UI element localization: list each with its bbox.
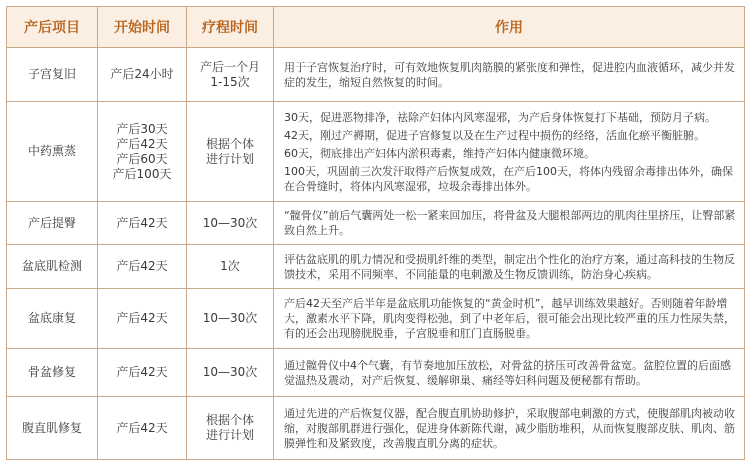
row-start — [98, 48, 187, 102]
start-line: 产后42天 — [116, 311, 168, 325]
row-course — [187, 349, 274, 397]
table-wrapper — [6, 6, 744, 458]
table-row — [7, 245, 745, 289]
course-line: 1-15次 — [210, 74, 250, 89]
effect-text: 产后42天至产后半年是盆底肌功能恢复的“黄金时机”，越早训练效果越好。否则随着年龄增大，激素水平下降，肌肉变得松弛，到了中老年后，很可能会出现比较严重的压力性尿失禁，有的还会出现膀胱脱垂，子宫脱垂和肛门直肠脱垂。 — [284, 297, 735, 340]
course-line: 根据个体 — [205, 413, 254, 427]
row-course — [187, 48, 274, 102]
course-line: 10—30次 — [202, 311, 258, 325]
table-row — [7, 202, 745, 245]
row-start — [98, 349, 187, 397]
table-row — [7, 48, 745, 102]
start-line: 产后42天 — [116, 420, 168, 435]
course-line: 进行计划 — [205, 151, 254, 166]
row-item: 子宫复旧 — [7, 48, 98, 102]
course-line: 10—30次 — [202, 365, 258, 379]
start-line: 产后42天 — [116, 215, 168, 230]
header-effect: 作用 — [274, 7, 745, 48]
row-effect — [274, 245, 745, 289]
header-start-time: 开始时间 — [98, 7, 187, 48]
row-course — [187, 245, 274, 289]
effect-text: 42天，刚过产褥期，促进子宫修复以及在生产过程中损伤的经络，活血化瘀平衡脏腑。 — [284, 128, 705, 142]
effect-text: 60天，彻底排出产妇体内淤积毒素，维持产妇体内健康微环境。 — [284, 146, 595, 160]
row-item: 盆底肌检测 — [7, 245, 98, 289]
row-effect — [274, 289, 745, 349]
header-item: 产后项目 — [7, 7, 98, 48]
row-item: 骨盆修复 — [7, 349, 98, 397]
header-course-time: 疗程时间 — [187, 7, 274, 48]
start-line: 产后24小时 — [110, 67, 174, 81]
table-row — [7, 102, 745, 202]
table-row — [7, 349, 745, 397]
row-course — [187, 202, 274, 245]
effect-text: 用于子宫恢复治疗时，可有效地恢复肌肉筋膜的紧张度和弹性，促进腔内血液循环，减少并发症的发生，缩短自然恢复的时间。 — [284, 60, 735, 89]
effect-text: 通过先进的产后恢复仪器，配合腹直肌协助修护，采取腹部电刺激的方式，使腹部肌肉被动收缩，对腹部肌群进行强化，促进身体新陈代谢，减少脂肪堆积，从而恢复腹部皮肤、肌肉、筋膜弹性和及紧致度，改善腹直肌分离的症状。 — [284, 406, 735, 450]
row-effect — [274, 202, 745, 245]
row-course — [187, 289, 274, 349]
row-effect — [274, 397, 745, 460]
start-line: 产后30天 — [116, 121, 168, 136]
table-row — [7, 397, 745, 460]
row-effect — [274, 349, 745, 397]
row-item: 盆底康复 — [7, 289, 98, 349]
row-start — [98, 102, 187, 202]
row-course — [187, 102, 274, 202]
start-line: 产后42天 — [116, 365, 168, 379]
row-item: 产后提臀 — [7, 202, 98, 245]
row-effect — [274, 48, 745, 102]
table-row — [7, 289, 745, 349]
row-course — [187, 397, 274, 460]
row-item: 中药熏蒸 — [7, 102, 98, 202]
start-line: 产后42天 — [116, 136, 168, 151]
start-line: 产后60天 — [116, 151, 168, 166]
course-line: 1次 — [220, 259, 240, 273]
course-line: 10—30次 — [202, 215, 258, 230]
row-effect — [274, 102, 745, 202]
course-line: 进行计划 — [205, 428, 254, 442]
header-row — [7, 7, 745, 48]
effect-text: “髋骨仪”前后气囊两处一松一紧来回加压，将骨盆及大腿根部两边的肌肉往里挤压，让臀部紧致自然上升。 — [284, 209, 736, 237]
start-line: 产后42天 — [116, 259, 168, 273]
effect-text: 评估盆底肌的肌力情况和受损肌纤维的类型，制定出个性化的治疗方案，通过高科技的生物反馈技术，采用不同频率、不同能量的电刺激及生物反馈训练，防治身心疾病。 — [284, 252, 735, 281]
effect-text: 100天，巩固前三次发汗取得产后恢复成效，在产后100天，将体内残留余毒排出体外，确保在合骨缝时，将体内风寒湿邪，垃圾余毒排出体外。 — [284, 164, 733, 193]
row-start — [98, 245, 187, 289]
course-line: 根据个体 — [205, 136, 254, 151]
row-start — [98, 202, 187, 245]
postpartum-table — [6, 6, 745, 460]
course-line: 产后一个月 — [199, 59, 260, 74]
effect-text: 通过髋骨仪中4个气囊，有节奏地加压放松，对骨盆的挤压可改善骨盆宽。盆腔位置的后面感觉温热及震动，对产后恢复、缓解卵巢、痛经等妇科问题及便秘都有帮助。 — [284, 358, 731, 387]
effect-text: 30天，促进恶物排净，祛除产妇体内风寒湿邪，为产后身体恢复打下基础，预防月子病。 — [284, 110, 716, 124]
row-item: 腹直肌修复 — [7, 397, 98, 460]
row-start — [98, 289, 187, 349]
start-line: 产后100天 — [112, 166, 172, 181]
row-start — [98, 397, 187, 460]
